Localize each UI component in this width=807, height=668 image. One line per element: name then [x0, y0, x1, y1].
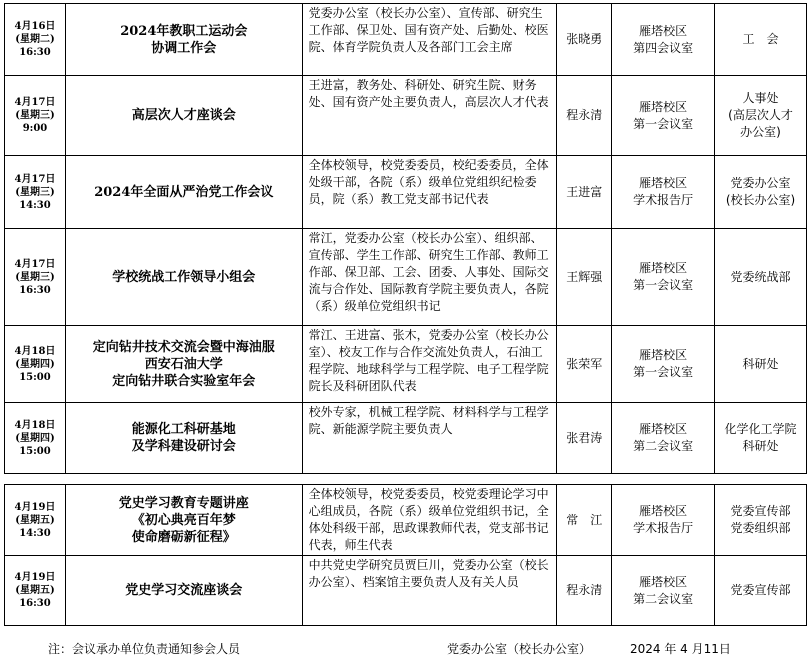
meeting-location-line: 第二会议室 — [633, 439, 694, 453]
table-row — [5, 326, 807, 403]
meeting-title-cell — [65, 156, 302, 229]
meeting-host: 张晓勇 — [557, 4, 612, 76]
meeting-host: 张荣军 — [557, 326, 612, 403]
meeting-location-line: 雁塔校区 — [639, 422, 688, 436]
meeting-location-line: 雁塔校区 — [639, 574, 688, 589]
meeting-host: 张君涛 — [557, 403, 612, 474]
table-row — [5, 485, 807, 556]
meeting-organizer-cell — [715, 229, 807, 326]
meeting-location-line: 第二会议室 — [633, 591, 694, 606]
meeting-title-line: 能源化工科研基地 — [131, 422, 236, 437]
meeting-host: 程永清 — [557, 76, 612, 156]
footer-date: 2024 年 4 月11日 — [630, 642, 731, 656]
meeting-title-line: 2024年教职工运动会 — [120, 23, 248, 39]
meeting-organizer-line: 化学化工学院 — [724, 422, 797, 436]
schedule-table-bottom — [4, 484, 807, 626]
meeting-date: 4月17日 — [14, 173, 56, 185]
table-row — [5, 4, 807, 76]
meeting-location-line: 第一会议室 — [633, 365, 694, 379]
meeting-organizer-line: 党委组织部 — [730, 521, 791, 535]
meeting-title-cell — [65, 76, 302, 156]
meeting-organizer-cell — [715, 556, 807, 626]
meeting-time: 15:00 — [19, 371, 51, 383]
meeting-date: 4月19日 — [14, 501, 56, 513]
meeting-title-line: 及学科建设研讨会 — [131, 439, 236, 454]
meeting-time-cell — [5, 485, 66, 556]
meeting-organizer-line: 办公室) — [740, 125, 781, 139]
meeting-title-line: 高层次人才座谈会 — [131, 108, 236, 123]
meeting-weekday: (星期二) — [15, 34, 55, 45]
meeting-attendees: 全体校领导，校党委委员，校纪委委员，全体处级干部，各院（系）级单位党组织纪检委员，院（系）教工党支部书记代表 — [302, 156, 557, 229]
meeting-time: 16:30 — [19, 598, 51, 609]
meeting-title-cell — [65, 4, 302, 76]
meeting-organizer-cell — [715, 485, 807, 556]
footer-issuer: 党委办公室（校长办公室） — [447, 642, 592, 656]
meeting-location-cell — [612, 156, 715, 229]
meeting-location-cell — [612, 229, 715, 326]
meeting-title-line: 定向钻井技术交流会暨中海油服 — [92, 339, 275, 355]
meeting-organizer-line: (校长办公室) — [725, 193, 796, 207]
table-row — [5, 229, 807, 326]
meeting-time-cell — [5, 326, 66, 403]
meeting-time-cell — [5, 4, 66, 76]
meeting-location-cell — [612, 485, 715, 556]
meeting-organizer-line: 党委宣传部 — [730, 504, 791, 518]
meeting-title-cell — [65, 556, 302, 626]
meeting-organizer-line: 党委办公室 — [730, 176, 791, 190]
footer-note: 注：会议承办单位负责通知参会人员 — [48, 642, 241, 656]
meeting-organizer-cell — [715, 4, 807, 76]
meeting-location-line: 雁塔校区 — [639, 261, 688, 275]
meeting-location-line: 雁塔校区 — [639, 176, 688, 190]
meeting-date: 4月17日 — [14, 97, 56, 108]
meeting-title-cell — [65, 326, 302, 403]
meeting-attendees: 中共党史学研究员贾巨川，党委办公室（校长办公室）、档案馆主要负责人及有关人员 — [302, 556, 557, 626]
meeting-date: 4月19日 — [14, 572, 56, 583]
meeting-title-line: 《初心典亮百年梦 — [131, 512, 236, 528]
meeting-host: 王进富 — [557, 156, 612, 229]
table-row — [5, 76, 807, 156]
meeting-location-line: 第一会议室 — [633, 278, 694, 292]
meeting-attendees: 常江，党委办公室（校长办公室）、组织部、宣传部、学生工作部、研究生工作部、教师工作部、保卫部、工会、团委、人事处、国际交流与合作处、国际教育学院主要负责人，各院（系）级单位党组织书记 — [302, 229, 557, 326]
meeting-location-cell — [612, 556, 715, 626]
meeting-weekday: (星期三) — [15, 186, 55, 198]
meeting-time: 9:00 — [22, 123, 48, 134]
meeting-time: 16:30 — [19, 47, 51, 58]
meeting-location-cell — [612, 76, 715, 156]
meeting-organizer-line: 党委统战部 — [730, 269, 791, 284]
meeting-location-line: 学术报告厅 — [633, 521, 694, 535]
meeting-organizer-cell — [715, 76, 807, 156]
meeting-organizer-line: 科研处 — [742, 356, 779, 371]
meeting-weekday: (星期三) — [15, 271, 55, 283]
meeting-host: 王辉强 — [557, 229, 612, 326]
meeting-title-line: 使命磨砺新征程》 — [131, 529, 236, 545]
meeting-organizer-line: 工 会 — [742, 32, 779, 46]
meeting-title-line: 党史学习教育专题讲座 — [118, 495, 249, 511]
meeting-organizer-cell — [715, 403, 807, 474]
meeting-organizer-cell — [715, 326, 807, 403]
meeting-date: 4月18日 — [14, 345, 56, 357]
meeting-location-cell — [612, 326, 715, 403]
meeting-location-line: 雁塔校区 — [639, 99, 688, 114]
meeting-location-cell — [612, 403, 715, 474]
meeting-title-line: 学校统战工作领导小组会 — [112, 269, 256, 285]
meeting-host: 程永清 — [557, 556, 612, 626]
meeting-title-line: 西安石油大学 — [144, 356, 223, 372]
meeting-attendees: 党委办公室（校长办公室）、宣传部、研究生工作部、保卫处、国有资产处、后勤处、校医院、体育学院负责人及各部门工会主席 — [302, 4, 557, 76]
meeting-title-cell — [65, 229, 302, 326]
meeting-title-line: 定向钻井联合实验室年会 — [112, 373, 256, 389]
table-row — [5, 556, 807, 626]
meeting-attendees: 全体校领导，校党委委员，校党委理论学习中心组成员，各院（系）级单位党组织书记，全体处科级干部，思政课教师代表，党支部书记代表，师生代表 — [302, 485, 557, 556]
meeting-organizer-line: 人事处 — [742, 91, 779, 105]
table-row — [5, 156, 807, 229]
meeting-attendees: 常江、王进富、张木，党委办公室（校长办公室）、校友工作与合作交流处负责人，石油工程学院、地球科学与工程学院、电子工程学院院长及科研团队代表 — [302, 326, 557, 403]
meeting-time: 16:30 — [19, 284, 51, 296]
meeting-time: 14:30 — [19, 527, 51, 539]
meeting-time-cell — [5, 403, 66, 474]
meeting-location-line: 雁塔校区 — [639, 348, 688, 362]
meeting-location-line: 学术报告厅 — [633, 193, 694, 207]
meeting-organizer-cell — [715, 156, 807, 229]
meeting-date: 4月18日 — [14, 419, 56, 431]
meeting-time: 14:30 — [19, 199, 51, 211]
meeting-location-cell — [612, 4, 715, 76]
meeting-title-cell — [65, 403, 302, 474]
meeting-date: 4月17日 — [14, 258, 56, 270]
meeting-organizer-line: 科研处 — [742, 439, 779, 453]
meeting-time: 15:00 — [19, 445, 51, 457]
meeting-time-cell — [5, 76, 66, 156]
meeting-title-line: 协调工作会 — [151, 40, 217, 56]
meeting-host: 常 江 — [557, 485, 612, 556]
meeting-title-cell — [65, 485, 302, 556]
meeting-time-cell — [5, 556, 66, 626]
meeting-time-cell — [5, 229, 66, 326]
meeting-organizer-line: (高层次人才 — [728, 108, 793, 122]
meeting-organizer-line: 党委宣传部 — [730, 583, 791, 597]
meeting-weekday: (星期三) — [15, 110, 55, 121]
meeting-weekday: (星期四) — [15, 358, 55, 370]
meeting-location-line: 第四会议室 — [633, 40, 694, 55]
meeting-location-line: 雁塔校区 — [639, 23, 688, 38]
meeting-time-cell — [5, 156, 66, 229]
meeting-attendees: 王进富，教务处、科研处、研究生院、财务处、国有资产处主要负责人，高层次人才代表 — [302, 76, 557, 156]
schedule-table-top — [4, 3, 807, 474]
meeting-weekday: (星期四) — [15, 432, 55, 444]
meeting-weekday: (星期五) — [15, 585, 55, 596]
meeting-date: 4月16日 — [14, 21, 56, 32]
meeting-location-line: 第一会议室 — [633, 116, 694, 131]
meeting-location-line: 雁塔校区 — [639, 504, 688, 518]
meeting-attendees: 校外专家，机械工程学院、材料科学与工程学院、新能源学院主要负责人 — [302, 403, 557, 474]
table-row — [5, 403, 807, 474]
meeting-title-line: 党史学习交流座谈会 — [125, 583, 243, 598]
meeting-title-line: 2024年全面从严治党工作会议 — [94, 184, 274, 200]
meeting-weekday: (星期五) — [15, 514, 55, 526]
